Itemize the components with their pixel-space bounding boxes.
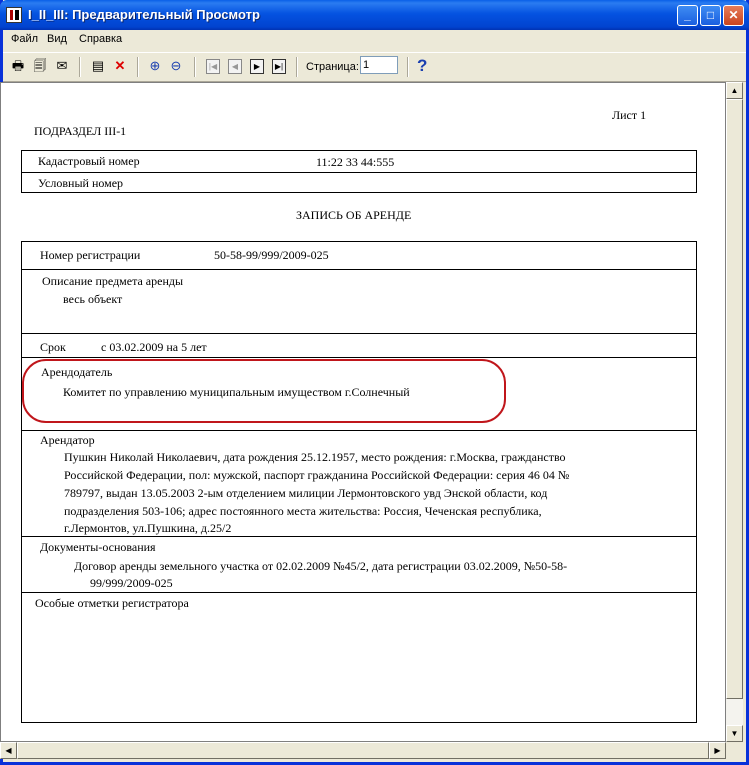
table-divider	[21, 536, 697, 537]
lessee-line: подразделения 503-106; адрес постоянного места жительства: Россия, Чеченская республика,	[64, 504, 542, 518]
cadastral-label: Кадастровый номер	[38, 154, 140, 168]
toolbar-separator	[137, 57, 139, 77]
cadastral-value: 11:22 33 44:555	[316, 155, 395, 169]
zoom-in-icon[interactable]: ⊕	[149, 58, 161, 73]
registration-label: Номер регистрации	[40, 248, 141, 262]
lessor-label: Арендодатель	[41, 365, 113, 379]
notes-label: Особые отметки регистратора	[35, 596, 189, 610]
app-icon[interactable]	[6, 7, 22, 23]
lessor-value: Комитет по управлению муниципальным имуществом г.Солнечный	[63, 385, 410, 399]
subject-label: Описание предмета аренды	[42, 274, 184, 288]
toolbar	[3, 52, 746, 82]
minimize-button[interactable]: _	[677, 5, 698, 26]
table-divider	[21, 333, 697, 334]
docs-line: 99/999/2009-025	[90, 576, 173, 590]
last-page-icon[interactable]: ▶|	[272, 59, 286, 74]
lessee-label: Арендатор	[40, 433, 95, 447]
horizontal-scroll-thumb[interactable]	[17, 742, 709, 759]
prev-page-icon[interactable]: ◀	[228, 59, 242, 74]
table-divider	[21, 172, 697, 173]
term-value: с 03.02.2009 на 5 лет	[101, 340, 207, 354]
maximize-button[interactable]: □	[700, 5, 721, 26]
print-setup-icon[interactable]: 🗐	[33, 58, 47, 73]
copy-icon[interactable]: ▤	[91, 58, 105, 73]
conditional-label: Условный номер	[38, 176, 124, 190]
document-page	[1, 83, 725, 741]
lessee-line: Пушкин Николай Николаевич, дата рождения 25.12.1957, место рождения: г.Москва, гражданство	[64, 450, 566, 464]
subsection-title: ПОДРАЗДЕЛ III-1	[34, 124, 127, 138]
help-icon[interactable]: ?	[417, 56, 428, 75]
window-title: I_II_III: Предварительный Просмотр	[28, 7, 260, 22]
table-divider	[21, 269, 697, 270]
horizontal-scrollbar[interactable]	[0, 742, 726, 759]
record-title: ЗАПИСЬ ОБ АРЕНДЕ	[296, 208, 412, 222]
lessee-line: Российской Федерации, пол: мужской, паспорт гражданина Российской Федерации: серия 46 04 №	[64, 468, 570, 482]
docs-line: Договор аренды земельного участка от 02.02.2009 №45/2, дата регистрации 03.02.2009, №50-58-	[74, 559, 568, 573]
page-number-input[interactable]	[360, 56, 398, 74]
sheet-number: Лист 1	[612, 108, 647, 122]
scroll-right-icon[interactable]: ▶	[709, 742, 726, 759]
preview-area[interactable]	[0, 82, 726, 742]
table-divider	[21, 357, 697, 358]
scroll-up-icon[interactable]: ▲	[726, 82, 743, 99]
toolbar-separator	[79, 57, 81, 77]
title-bar[interactable]	[0, 0, 749, 30]
menu-view[interactable]: Вид	[47, 33, 67, 45]
toolbar-separator	[194, 57, 196, 77]
print-icon[interactable]: 🖶	[11, 58, 25, 73]
table-divider	[21, 592, 697, 593]
menu-file[interactable]: Файл	[11, 33, 39, 45]
scroll-down-icon[interactable]: ▼	[726, 725, 743, 742]
next-page-icon[interactable]: ▶	[250, 59, 264, 74]
scroll-left-icon[interactable]: ◀	[0, 742, 17, 759]
term-label: Срок	[40, 340, 66, 354]
docs-label: Документы-основания	[40, 540, 156, 554]
close-doc-icon[interactable]: ✕	[114, 58, 126, 73]
scroll-corner	[726, 742, 743, 759]
highlight-annotation	[22, 359, 506, 423]
page-label: Страница:	[306, 61, 359, 73]
toolbar-separator	[407, 57, 409, 77]
vertical-scrollbar[interactable]	[726, 82, 743, 742]
registration-value: 50-58-99/999/2009-025	[214, 248, 329, 262]
vertical-scroll-thumb[interactable]	[726, 99, 743, 699]
lessee-line: г.Лермонтов, ул.Пушкина, д.25/2	[64, 521, 232, 535]
zoom-out-icon[interactable]: ⊖	[170, 58, 182, 73]
close-button[interactable]: ✕	[723, 5, 744, 26]
lessee-line: 789797, выдан 13.05.2003 2-ым отделением милиции Лермонтовского увд Энской области, код	[64, 486, 548, 500]
toolbar-separator	[296, 57, 298, 77]
export-icon[interactable]: ✉	[56, 58, 68, 73]
subject-value: весь объект	[63, 292, 123, 306]
menu-help[interactable]: Справка	[79, 33, 123, 45]
table-divider	[21, 430, 697, 431]
first-page-icon[interactable]: |◀	[206, 59, 220, 74]
menu-bar	[3, 30, 746, 50]
